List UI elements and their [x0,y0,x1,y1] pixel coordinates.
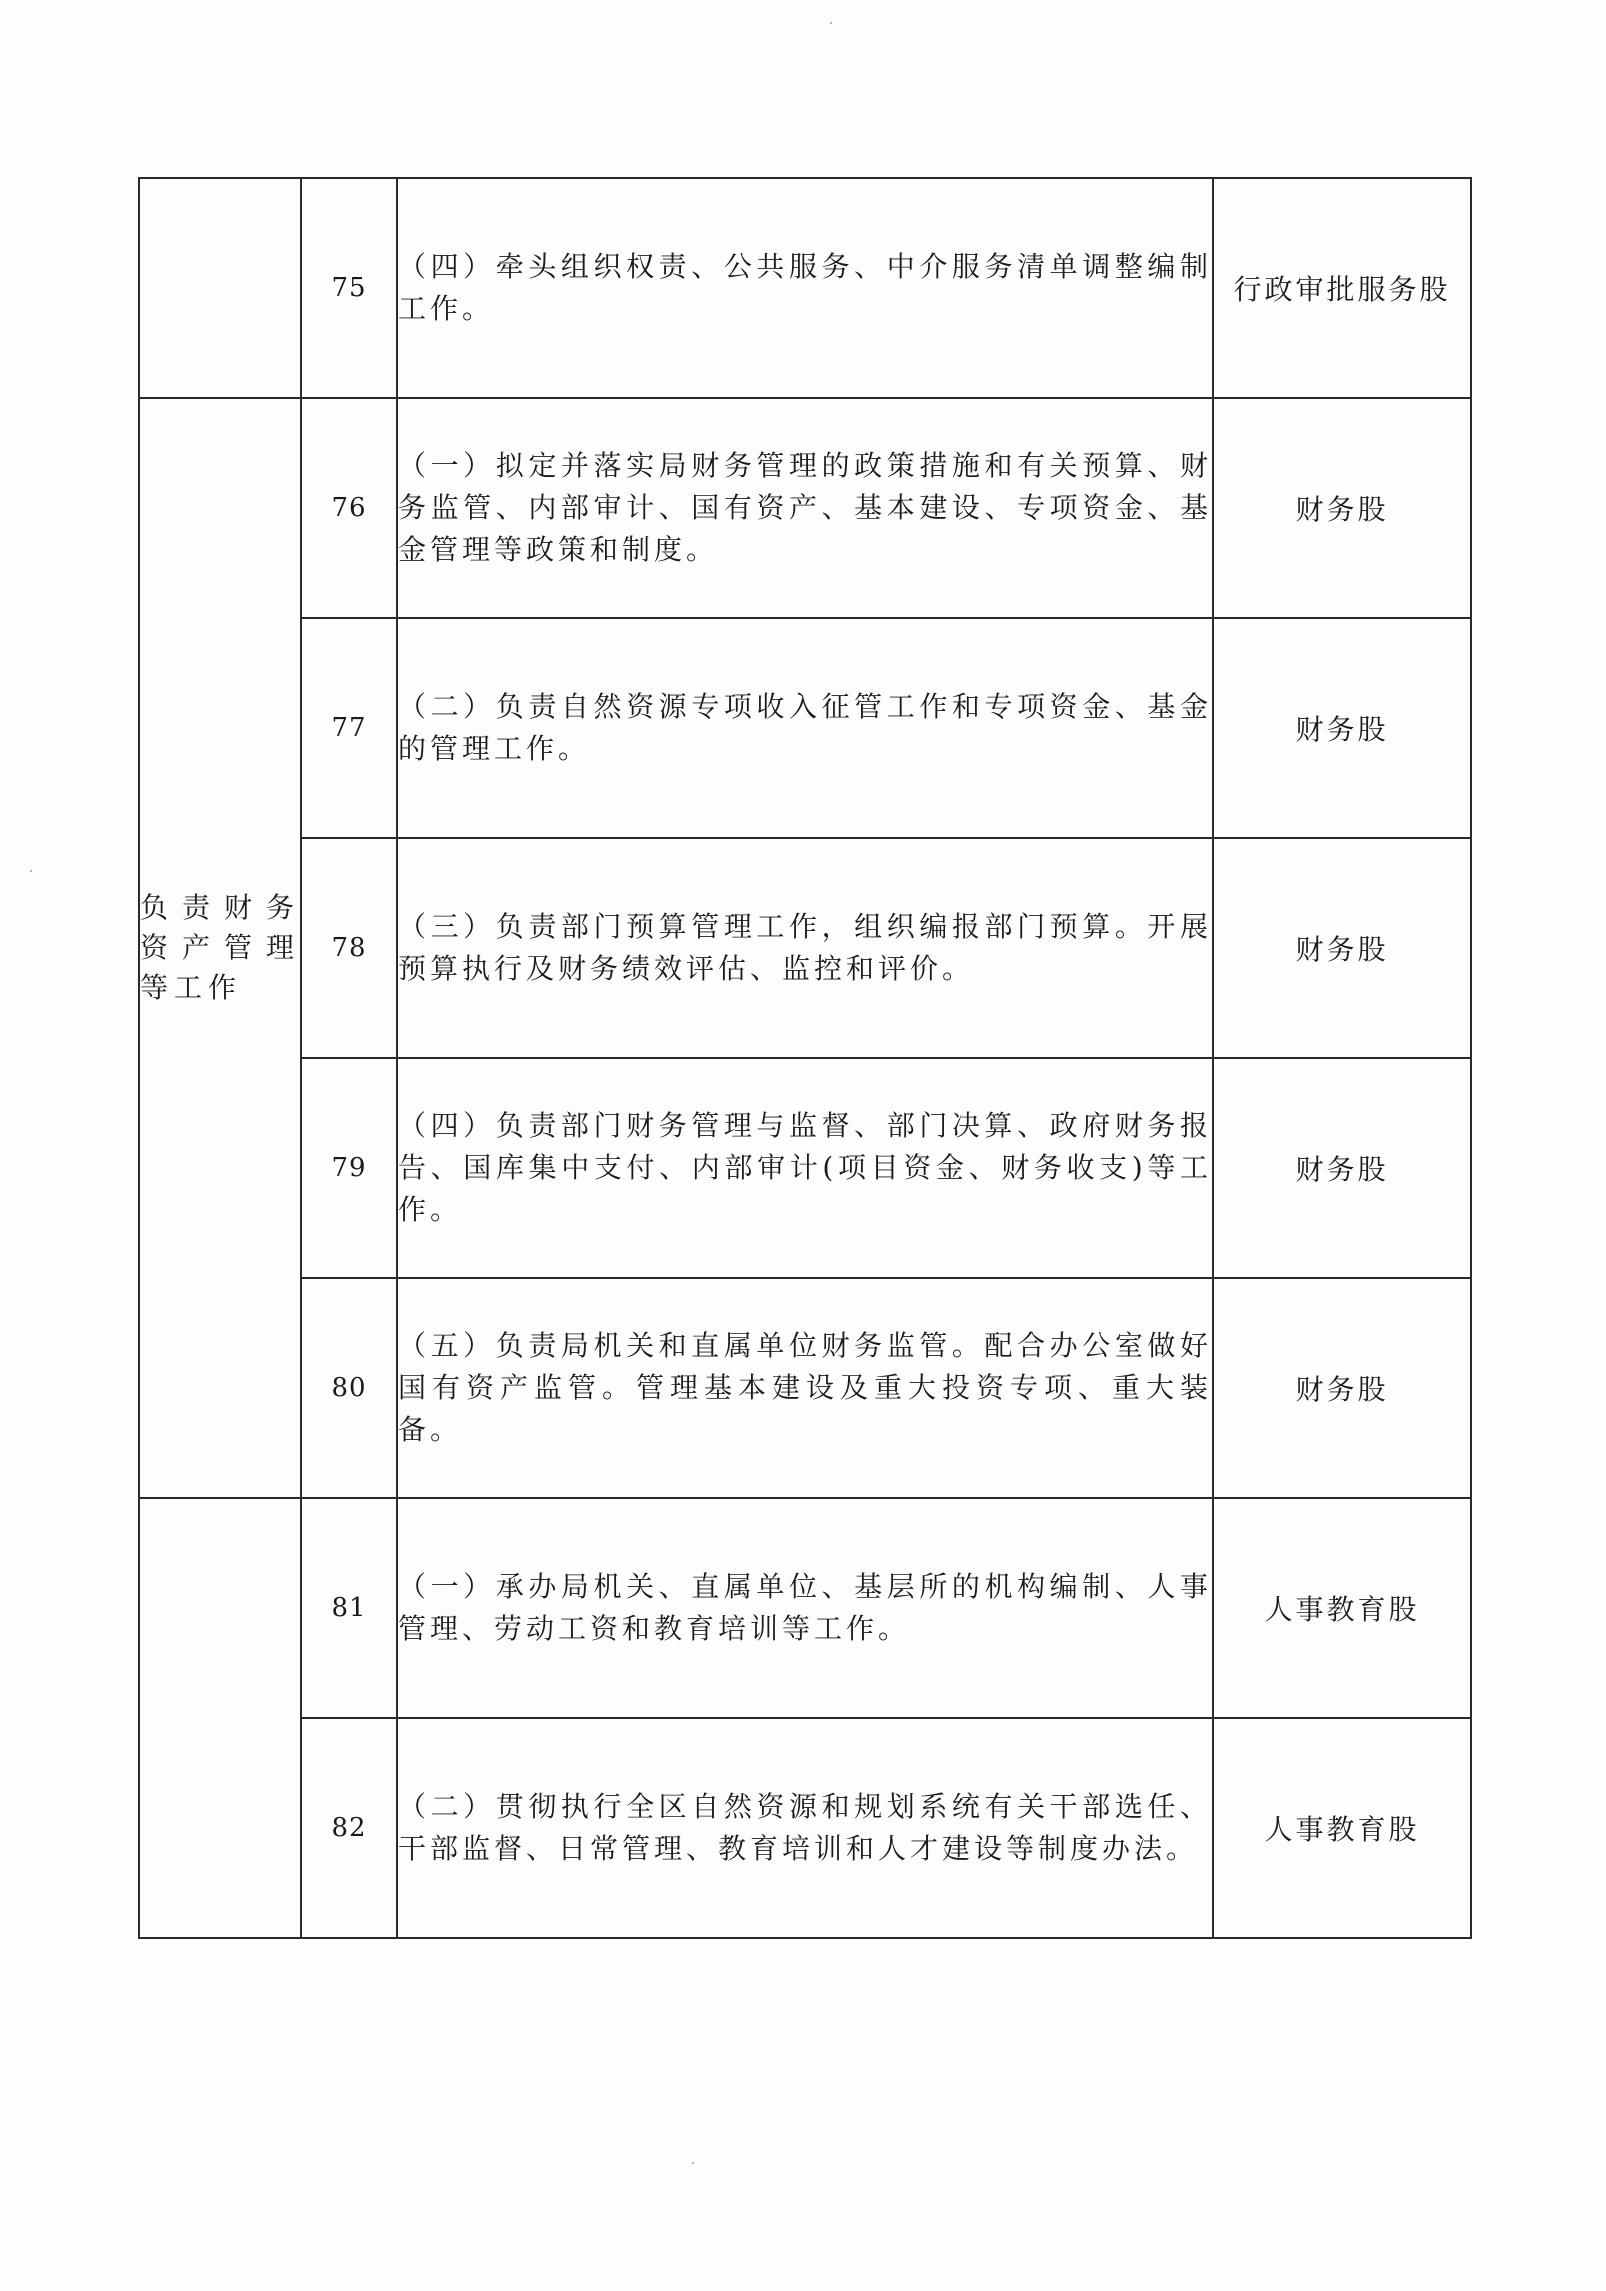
responsible-department: 财务股 [1213,838,1471,1058]
responsibility-table [138,177,1472,1939]
row-number: 81 [301,1498,397,1718]
responsible-department: 人事教育股 [1213,1498,1471,1718]
duty-description: （五）负责局机关和直属单位财务监管。配合办公室做好国有资产监管。管理基本建设及重大投资专项、重大装备。 [397,1278,1213,1498]
responsible-department: 财务股 [1213,1278,1471,1498]
duty-description: （一）拟定并落实局财务管理的政策措施和有关预算、财务监管、内部审计、国有资产、基本建设、专项资金、基金管理等政策和制度。 [397,398,1213,618]
duty-description: （三）负责部门预算管理工作，组织编报部门预算。开展预算执行及财务绩效评估、监控和评价。 [397,838,1213,1058]
row-number: 76 [301,398,397,618]
row-number: 77 [301,618,397,838]
row-number: 79 [301,1058,397,1278]
duty-description: （四）牵头组织权责、公共服务、中介服务清单调整编制工作。 [397,178,1213,398]
table-row [139,178,1471,398]
scan-speck [692,2162,694,2164]
table-row [139,1058,1471,1278]
table-row [139,1498,1471,1718]
duty-description: （二）贯彻执行全区自然资源和规划系统有关干部选任、干部监督、日常管理、教育培训和人才建设等制度办法。 [397,1718,1213,1938]
scan-speck [830,22,832,24]
row-number: 82 [301,1718,397,1938]
responsible-department: 财务股 [1213,398,1471,618]
category-cell [139,178,301,398]
row-number: 75 [301,178,397,398]
category-cell [139,1498,301,1938]
table-row [139,398,1471,618]
duty-description: （一）承办局机关、直属单位、基层所的机构编制、人事管理、劳动工资和教育培训等工作。 [397,1498,1213,1718]
responsible-department: 行政审批服务股 [1213,178,1471,398]
row-number: 80 [301,1278,397,1498]
duty-description: （四）负责部门财务管理与监督、部门决算、政府财务报告、国库集中支付、内部审计(项目资金、财务收支)等工作。 [397,1058,1213,1278]
row-number: 78 [301,838,397,1058]
table-row [139,618,1471,838]
table-row [139,838,1471,1058]
table-row [139,1718,1471,1938]
category-cell: 负责财务资产管理等工作 [139,398,301,1498]
responsible-department: 人事教育股 [1213,1718,1471,1938]
duty-description: （二）负责自然资源专项收入征管工作和专项资金、基金的管理工作。 [397,618,1213,838]
responsible-department: 财务股 [1213,1058,1471,1278]
table-row [139,1278,1471,1498]
responsible-department: 财务股 [1213,618,1471,838]
scan-speck [30,870,32,872]
